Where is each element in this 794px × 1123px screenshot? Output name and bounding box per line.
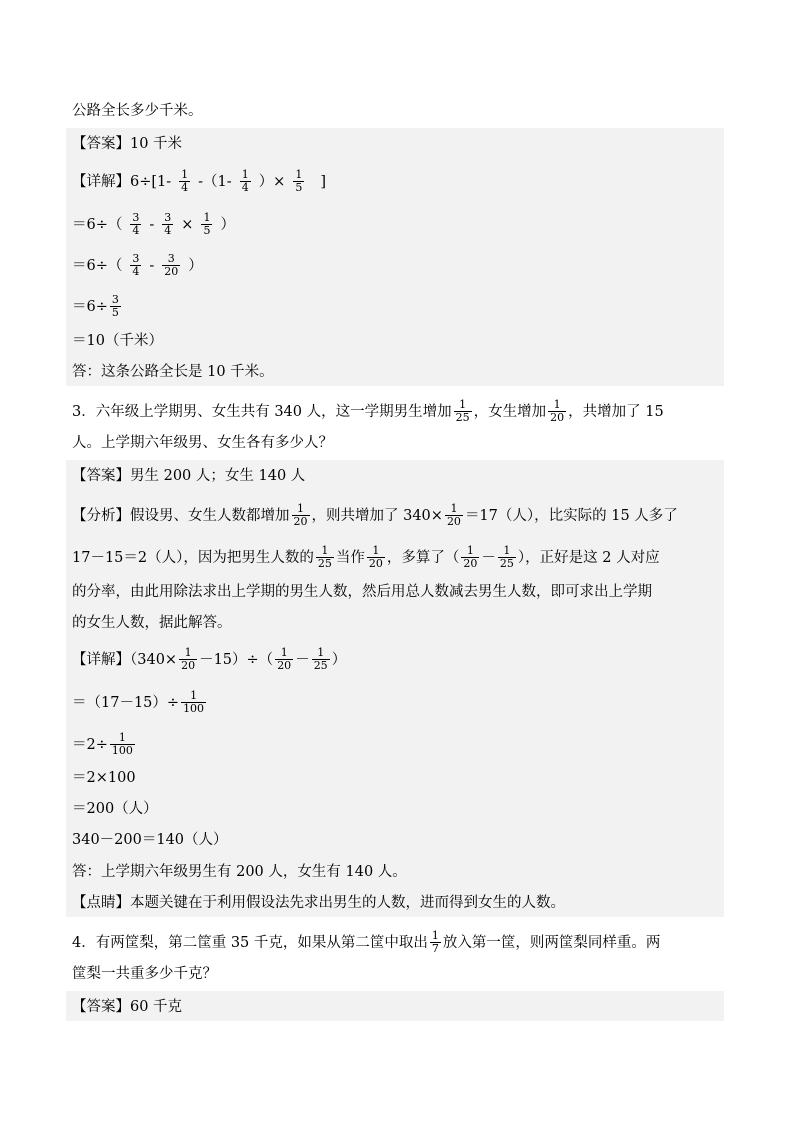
- q3-analysis-line-3: 的分率，由此用除法求出上学期的男生人数，然后用总人数减去男生人数，即可求出上学期: [72, 584, 652, 600]
- q3-answer: 【答案】男生 200 人；女生 140 人: [72, 468, 306, 484]
- fraction: $\frac{1}{100}$: [183, 689, 205, 715]
- q3-final-answer: 答：上学期六年级男生有 200 人，女生有 140 人。: [72, 864, 407, 880]
- q2-detail-line-4: ＝6÷ $\frac{3}{5}$: [72, 293, 119, 319]
- q3-detail-line-6: 340－200＝140（人）: [72, 832, 228, 848]
- question-2-tail: 公路全长多少千米。: [72, 103, 203, 119]
- fraction: $\frac{1}{20}$: [446, 502, 461, 528]
- fraction: $\frac{1}{100}$: [111, 731, 133, 757]
- fraction: $\frac{1}{25}$: [317, 544, 332, 570]
- q2-detail-line-2: ＝6÷（ $\frac{3}{4}$ - $\frac{3}{4}$ × $\frac{1}{5}$ ）: [72, 211, 235, 237]
- q3-analysis-line-4: 的女生人数，据此解答。: [72, 615, 232, 631]
- q3-detail-line-1: 【详解】（340× $\frac{1}{20}$ －15）÷（ $\frac{1}{20}$ － $\frac{1}{25}$ ）: [72, 646, 347, 672]
- fraction: $\frac{1}{20}$: [463, 544, 478, 570]
- q2-detail-line-5: ＝10（千米）: [72, 333, 163, 349]
- fraction: $\frac{1}{20}$: [293, 502, 308, 528]
- q2-answer: 【答案】10 千米: [72, 136, 183, 152]
- question-4-stem-line-2: 筐梨一共重多少千克？: [72, 966, 217, 982]
- fraction: $\frac{3}{5}$: [111, 293, 119, 319]
- fraction: $\frac{1}{25}$: [313, 646, 328, 672]
- fraction: $\frac{1}{5}$: [203, 211, 211, 237]
- q2-final-answer: 答：这条公路全长是 10 千米。: [72, 364, 274, 380]
- fraction: $\frac{3}{20}$: [164, 252, 179, 278]
- fraction: $\frac{1}{5}$: [295, 168, 303, 194]
- fraction: $\frac{1}{25}$: [455, 398, 470, 424]
- fraction: $\frac{3}{4}$: [132, 211, 140, 237]
- fraction: $\frac{1}{7}$: [431, 929, 439, 955]
- q2-detail-line-3: ＝6÷（ $\frac{3}{4}$ - $\frac{3}{20}$ ）: [72, 252, 203, 278]
- fraction: $\frac{1}{25}$: [499, 544, 514, 570]
- q3-detail-line-2: ＝（17－15）÷ $\frac{1}{100}$: [72, 689, 205, 715]
- fraction: $\frac{1}{4}$: [181, 168, 189, 194]
- q2-detail-line-1: 【详解】6÷[1- $\frac{1}{4}$ -（1- $\frac{1}{4}$ ）× $\frac{1}{5}$ ]: [72, 168, 327, 194]
- fraction: $\frac{1}{20}$: [181, 646, 196, 672]
- fraction: $\frac{1}{4}$: [241, 168, 249, 194]
- question-4-stem-line-1: 4．有两筐梨，第二筐重 35 千克，如果从第二筐中取出 $\frac{1}{7}$ 放入第一筐，则两筐梨同样重。两: [72, 929, 661, 955]
- q3-analysis-line-2: 17－15＝2（人），因为把男生人数的 $\frac{1}{25}$ 当作 $\frac{1}{20}$ ，多算了（ $\frac{1}{20}$ － $\frac{1}{25}$ ），正好是这 2 人对应: [72, 544, 660, 570]
- q4-answer: 【答案】60 千克: [72, 999, 183, 1015]
- question-3-stem-line-1: 3．六年级上学期男、女生共有 340 人，这一学期男生增加 $\frac{1}{25}$ ，女生增加 $\frac{1}{20}$ ，共增加了 15: [72, 398, 664, 424]
- q3-comment: 【点睛】本题关键在于利用假设法先求出男生的人数，进而得到女生的人数。: [72, 895, 565, 911]
- fraction: $\frac{3}{4}$: [164, 211, 172, 237]
- question-3-stem-line-2: 人。上学期六年级男、女生各有多少人？: [72, 435, 333, 451]
- q3-analysis-line-1: 【分析】假设男、女生人数都增加 $\frac{1}{20}$ ，则共增加了 340× $\frac{1}{20}$ ＝17（人），比实际的 15 人多了: [72, 502, 678, 528]
- q3-detail-line-3: ＝2÷ $\frac{1}{100}$: [72, 731, 133, 757]
- q3-detail-line-4: ＝2×100: [72, 770, 136, 786]
- fraction: $\frac{1}{20}$: [550, 398, 565, 424]
- fraction: $\frac{1}{20}$: [368, 544, 383, 570]
- fraction: $\frac{3}{4}$: [132, 252, 140, 278]
- q3-detail-line-5: ＝200（人）: [72, 801, 158, 817]
- fraction: $\frac{1}{20}$: [277, 646, 292, 672]
